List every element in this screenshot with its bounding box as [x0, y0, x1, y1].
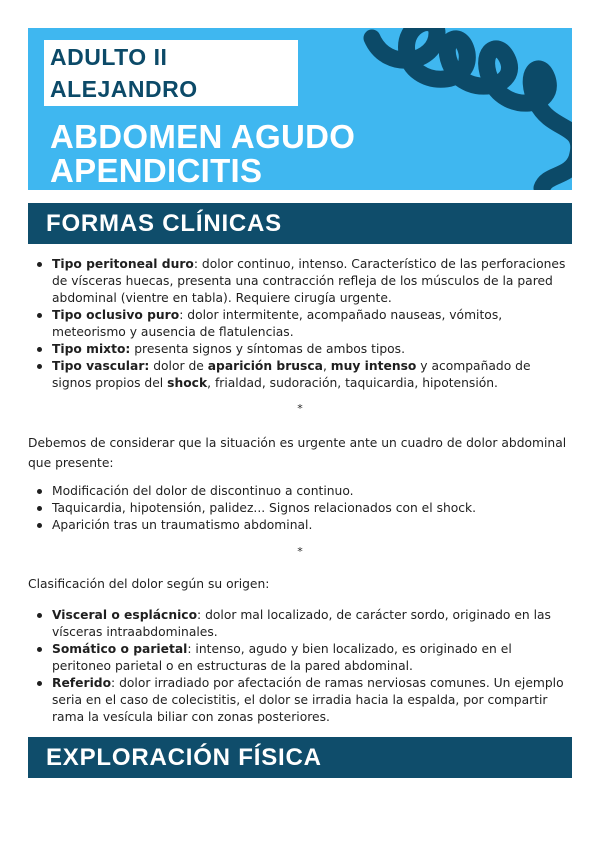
- urgent-intro: Debemos de considerar que la situación es urgente ante un cuadro de dolor abdominal que presente:: [28, 436, 567, 470]
- separator: *: [297, 402, 303, 415]
- list-item: Tipo oclusivo puro: dolor intermitente, acompañado nauseas, vómitos, meteorismo y ausencia de flatulencias.: [28, 307, 572, 341]
- list-item: Tipo peritoneal duro: dolor continuo, intenso. Característico de las perforaciones de vísceras huecas, presenta una contracción refleja de los músculos de la pared abdominal (vientre en tabla). Requiere cirugía urgente.: [28, 256, 572, 307]
- formas-list: [28, 256, 572, 392]
- urgent-list: [28, 483, 572, 534]
- section-title: EXPLORACIÓN FÍSICA: [46, 744, 322, 771]
- list-item: Aparición tras un traumatismo abdominal.: [28, 517, 572, 534]
- squiggle-decoration: [342, 28, 572, 190]
- list-item: Modiﬁcación del dolor de discontinuo a continuo.: [28, 483, 572, 500]
- author-name: ALEJANDRO: [50, 76, 198, 102]
- section-header-formas: [28, 203, 572, 244]
- clasificacion-intro: Clasiﬁcación del dolor según su origen:: [28, 577, 270, 591]
- section-title: FORMAS CLÍNICAS: [46, 210, 282, 237]
- clasificacion-list: [28, 607, 572, 726]
- list-item: Somático o parietal: intenso, agudo y bien localizado, es originado en el peritoneo parietal o en estructuras de la pared abdominal.: [28, 641, 572, 675]
- title-banner: [28, 28, 572, 190]
- separator: *: [297, 545, 303, 558]
- section-header-exploracion: [28, 737, 572, 778]
- list-item: Visceral o esplácnico: dolor mal localizado, de carácter sordo, originado en las vísceras intraabdominales.: [28, 607, 572, 641]
- list-item: Tipo mixto: presenta signos y síntomas de ambos tipos.: [28, 341, 572, 358]
- urgent-list-container: [28, 483, 572, 534]
- page-title-line-1: ABDOMEN AGUDO: [50, 118, 356, 155]
- subtitle-box: [44, 40, 298, 106]
- list-item: Referido: dolor irradiado por afectación de ramas nerviosas comunes. Un ejemplo seria en el caso de colecistitis, el dolor se irradia hacia la espalda, por compartir rama la vesícula biliar con zonas posteriores.: [28, 675, 572, 726]
- course-label: ADULTO II: [50, 44, 168, 70]
- list-item: Taquicardia, hipotensión, palidez... Signos relacionados con el shock.: [28, 500, 572, 517]
- formas-list-container: [28, 256, 572, 392]
- clasificacion-list-container: [28, 607, 572, 726]
- page-title-line-2: APENDICITIS: [50, 152, 263, 189]
- list-item: Tipo vascular: dolor de aparición brusca, muy intenso y acompañado de signos propios del shock, frialdad, sudoración, taquicardia, hipotensión.: [28, 358, 572, 392]
